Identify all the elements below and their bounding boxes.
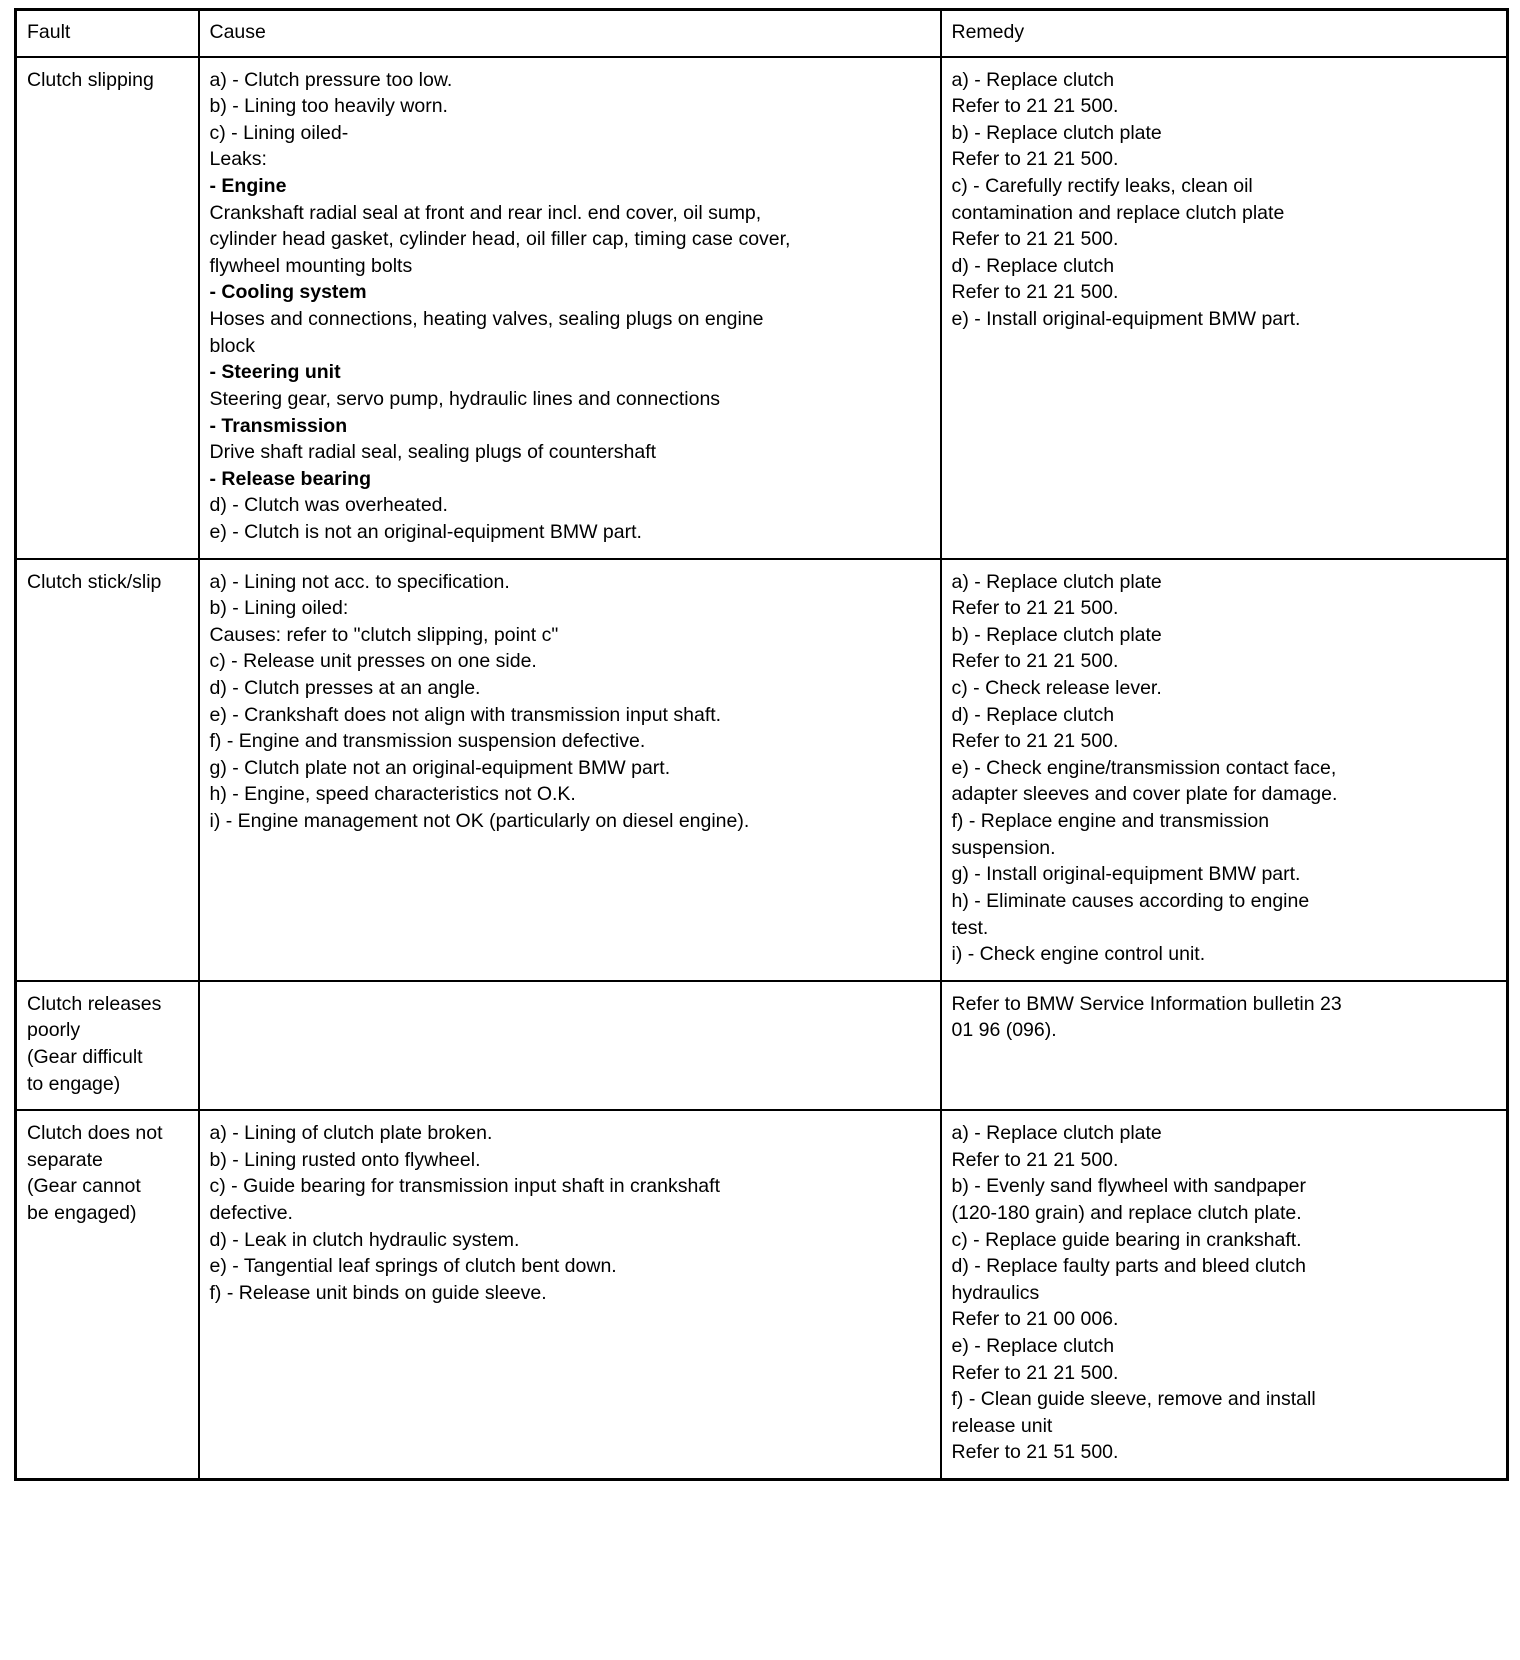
remedy-line: release unit xyxy=(951,1414,1053,1437)
remedy-line: h) - Eliminate causes according to engine xyxy=(951,889,1310,912)
cell-remedy xyxy=(941,57,1508,559)
remedy-line: f) - Clean guide sleeve, remove and install xyxy=(951,1388,1316,1411)
cause-line: flywheel mounting bolts xyxy=(209,254,413,277)
cause-line: e) - Crankshaft does not align with transmission input shaft. xyxy=(209,703,722,726)
cause-line: c) - Release unit presses on one side. xyxy=(209,650,537,673)
remedy-line: Refer to BMW Service Information bulletin 23 xyxy=(951,992,1342,1015)
remedy-line: c) - Check release lever. xyxy=(951,677,1162,700)
remedy-line: b) - Replace clutch plate xyxy=(951,623,1162,646)
remedy-line: Refer to 21 51 500. xyxy=(951,1441,1119,1464)
remedy-line: hydraulics xyxy=(951,1281,1040,1304)
cause-line: f) - Release unit binds on guide sleeve. xyxy=(209,1281,547,1304)
cause-line: b) - Lining too heavily worn. xyxy=(209,95,448,118)
cause-line: - Engine xyxy=(209,175,287,198)
remedy-line: test. xyxy=(951,916,989,939)
fault-line: be engaged) xyxy=(27,1201,137,1224)
table-row xyxy=(16,1110,1508,1479)
remedy-line: Refer to 21 21 500. xyxy=(951,1361,1119,1384)
remedy-line: f) - Replace engine and transmission xyxy=(951,810,1270,833)
cause-line: Steering gear, servo pump, hydraulic lines and connections xyxy=(209,387,721,410)
cause-line: - Cooling system xyxy=(209,281,367,304)
fault-line: Clutch slipping xyxy=(27,68,154,91)
cause-line: e) - Clutch is not an original-equipment BMW part. xyxy=(209,520,642,543)
remedy-line: suspension. xyxy=(951,836,1056,859)
cell-cause xyxy=(199,981,941,1110)
remedy-line: c) - Carefully rectify leaks, clean oil xyxy=(951,175,1253,198)
remedy-line: e) - Install original-equipment BMW part. xyxy=(951,308,1301,331)
remedy-line: Refer to 21 21 500. xyxy=(951,730,1119,753)
remedy-line: Refer to 21 21 500. xyxy=(951,597,1119,620)
cell-remedy xyxy=(941,559,1508,981)
cause-line: d) - Leak in clutch hydraulic system. xyxy=(209,1228,520,1251)
cause-line: Causes: refer to "clutch slipping, point c" xyxy=(209,623,559,646)
remedy-line: a) - Replace clutch plate xyxy=(951,1122,1162,1145)
cause-line: Drive shaft radial seal, sealing plugs of countershaft xyxy=(209,441,657,464)
cause-line: b) - Lining oiled: xyxy=(209,597,349,620)
cause-line: - Release bearing xyxy=(209,467,371,490)
remedy-line: adapter sleeves and cover plate for damage. xyxy=(951,783,1338,806)
cell-cause xyxy=(199,1110,941,1479)
cell-cause xyxy=(199,559,941,981)
cause-line: f) - Engine and transmission suspension defective. xyxy=(209,730,646,753)
table-row xyxy=(16,981,1508,1110)
remedy-line: Refer to 21 21 500. xyxy=(951,148,1119,171)
cause-line: i) - Engine management not OK (particularly on diesel engine). xyxy=(209,810,750,833)
cause-line: g) - Clutch plate not an original-equipment BMW part. xyxy=(209,756,671,779)
remedy-line: Refer to 21 21 500. xyxy=(951,650,1119,673)
cause-line: e) - Tangential leaf springs of clutch bent down. xyxy=(209,1255,617,1278)
cause-line: h) - Engine, speed characteristics not O.K. xyxy=(209,783,576,806)
table-header-row xyxy=(16,10,1508,57)
cell-remedy xyxy=(941,1110,1508,1479)
cell-fault xyxy=(16,559,199,981)
fault-line: (Gear cannot xyxy=(27,1175,141,1198)
cause-line: - Steering unit xyxy=(209,361,341,384)
remedy-line: e) - Replace clutch xyxy=(951,1335,1115,1358)
cause-line: c) - Lining oiled- xyxy=(209,121,349,144)
cause-line: Hoses and connections, heating valves, sealing plugs on engine xyxy=(209,308,764,331)
table-body xyxy=(16,57,1508,1480)
remedy-line: contamination and replace clutch plate xyxy=(951,201,1285,224)
cause-line: defective. xyxy=(209,1201,293,1224)
remedy-line: g) - Install original-equipment BMW part. xyxy=(951,863,1301,886)
fault-line: separate xyxy=(27,1148,103,1171)
cause-line: a) - Lining of clutch plate broken. xyxy=(209,1122,493,1145)
cause-line: a) - Lining not acc. to specification. xyxy=(209,570,510,593)
cause-line: d) - Clutch was overheated. xyxy=(209,494,448,517)
remedy-line: Refer to 21 21 500. xyxy=(951,281,1119,304)
remedy-line: 01 96 (096). xyxy=(951,1019,1057,1042)
table-row xyxy=(16,57,1508,559)
column-header-remedy: Remedy xyxy=(941,10,1508,57)
fault-line: Clutch releases xyxy=(27,992,162,1015)
cause-line: b) - Lining rusted onto flywheel. xyxy=(209,1148,481,1171)
remedy-line: i) - Check engine control unit. xyxy=(951,943,1206,966)
cause-line: cylinder head gasket, cylinder head, oil filler cap, timing case cover, xyxy=(209,228,791,251)
remedy-line: a) - Replace clutch xyxy=(951,68,1115,91)
remedy-line: Refer to 21 21 500. xyxy=(951,1148,1119,1171)
remedy-line: d) - Replace clutch xyxy=(951,703,1115,726)
fault-line: (Gear difficult xyxy=(27,1045,143,1068)
cause-line: d) - Clutch presses at an angle. xyxy=(209,677,481,700)
cause-line: c) - Guide bearing for transmission input shaft in crankshaft xyxy=(209,1175,720,1198)
remedy-line: a) - Replace clutch plate xyxy=(951,570,1162,593)
remedy-line: Refer to 21 21 500. xyxy=(951,228,1119,251)
remedy-line: d) - Replace clutch xyxy=(951,254,1115,277)
remedy-line: b) - Evenly sand flywheel with sandpaper xyxy=(951,1175,1306,1198)
cause-line: Crankshaft radial seal at front and rear incl. end cover, oil sump, xyxy=(209,201,762,224)
cell-fault xyxy=(16,1110,199,1479)
remedy-line: c) - Replace guide bearing in crankshaft. xyxy=(951,1228,1302,1251)
fault-line: poorly xyxy=(27,1019,81,1042)
table-row xyxy=(16,559,1508,981)
cell-fault xyxy=(16,57,199,559)
cause-line: a) - Clutch pressure too low. xyxy=(209,68,453,91)
remedy-line: b) - Replace clutch plate xyxy=(951,121,1162,144)
fault-line: Clutch does not xyxy=(27,1122,163,1145)
remedy-line: Refer to 21 00 006. xyxy=(951,1308,1119,1331)
cell-cause xyxy=(199,57,941,559)
fault-line: to engage) xyxy=(27,1072,121,1095)
cell-remedy xyxy=(941,981,1508,1110)
cause-line: block xyxy=(209,334,256,357)
remedy-line: (120-180 grain) and replace clutch plate. xyxy=(951,1201,1302,1224)
column-header-cause: Cause xyxy=(199,10,941,57)
remedy-line: Refer to 21 21 500. xyxy=(951,95,1119,118)
cell-fault xyxy=(16,981,199,1110)
remedy-line: d) - Replace faulty parts and bleed clutch xyxy=(951,1255,1306,1278)
remedy-line: e) - Check engine/transmission contact face, xyxy=(951,756,1337,779)
cause-line: Leaks: xyxy=(209,148,267,171)
cause-line: - Transmission xyxy=(209,414,348,437)
fault-line: Clutch stick/slip xyxy=(27,570,162,593)
column-header-fault: Fault xyxy=(16,10,199,57)
fault-cause-remedy-table xyxy=(14,8,1509,1481)
